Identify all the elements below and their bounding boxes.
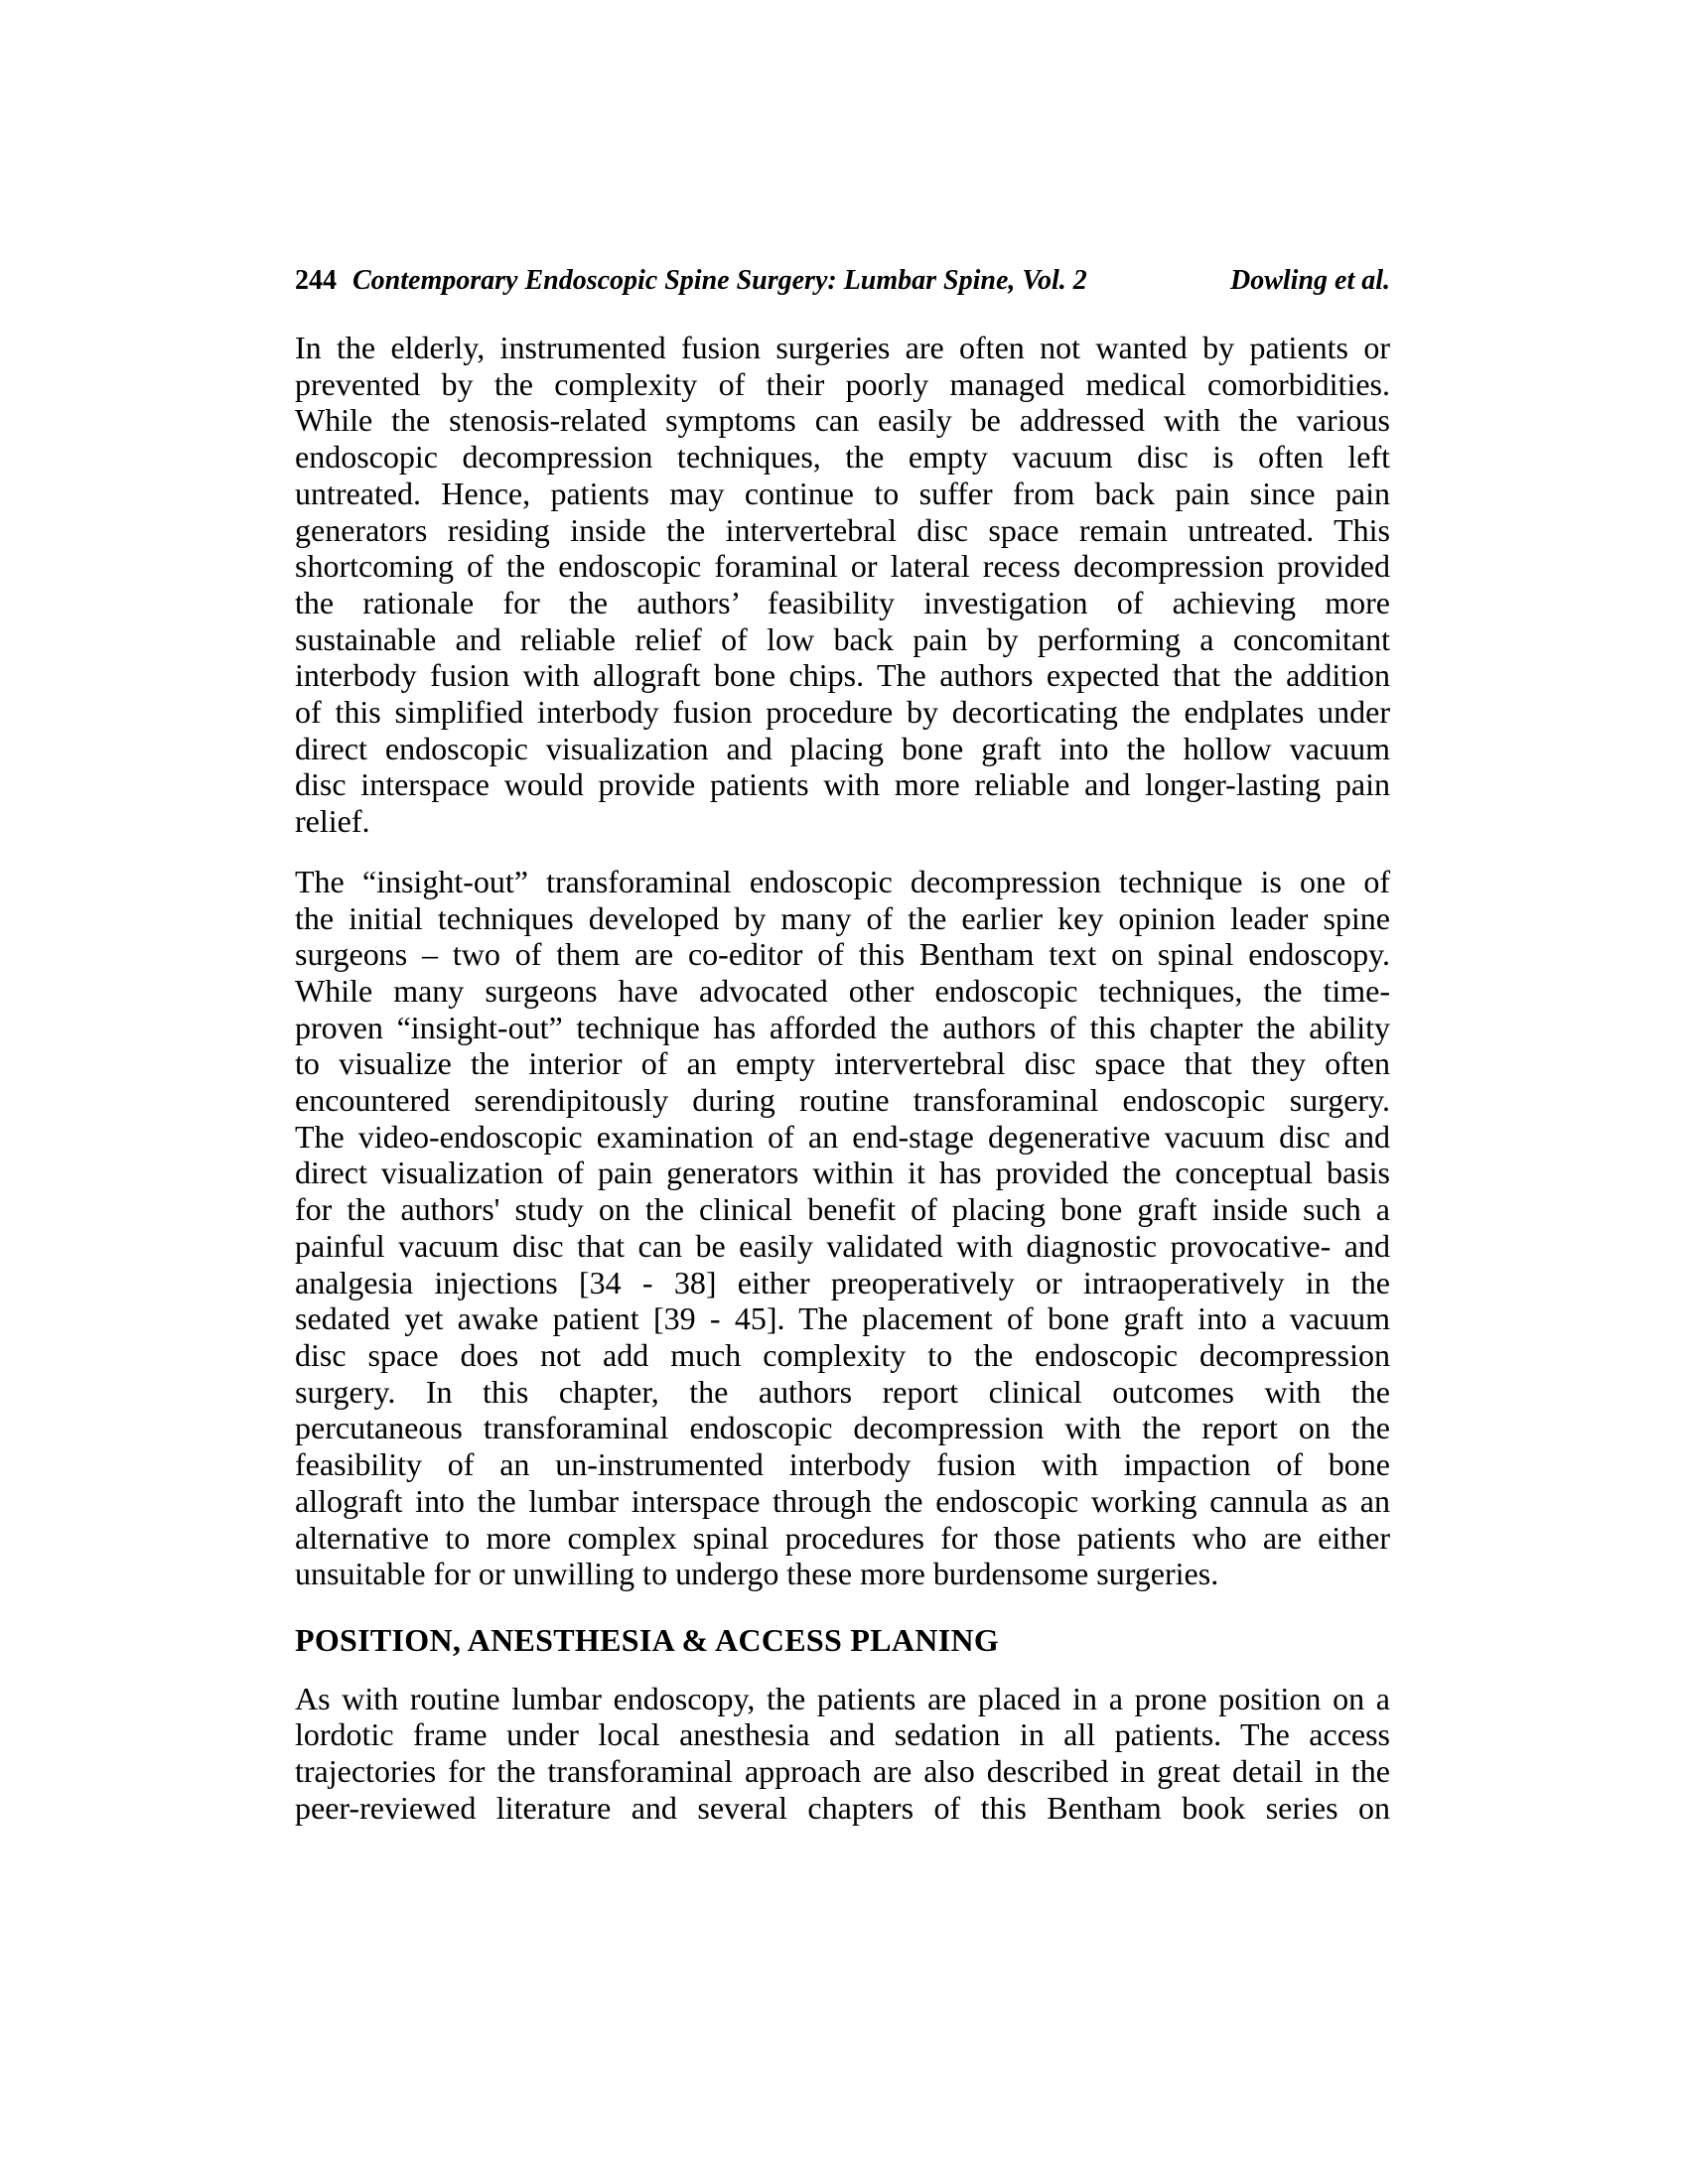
section-heading: POSITION, ANESTHESIA & ACCESS PLANING — [295, 1621, 1000, 1658]
running-header-left — [295, 264, 1087, 298]
paragraph-line: shortcoming of the endoscopic foraminal or lateral recess decompression provided — [295, 548, 1390, 585]
paragraph-line: While the stenosis-related symptoms can easily be addressed with the various — [295, 402, 1390, 439]
paragraph-line: the initial techniques developed by many of the earlier key opinion leader spine — [295, 899, 1390, 936]
paragraph-line: alternative to more complex spinal procedures for those patients who are either — [295, 1519, 1390, 1556]
paragraph-line: surgeons – two of them are co-editor of this Bentham text on spinal endoscopy. — [295, 936, 1390, 973]
paragraph-line: disc interspace would provide patients with more reliable and longer-lasting pain — [295, 766, 1390, 803]
paragraph — [295, 330, 1390, 840]
paragraph-line: trajectories for the transforaminal approach are also described in great detail in the — [295, 1753, 1390, 1790]
paragraph-line: prevented by the complexity of their poorly managed medical comorbidities. — [295, 365, 1390, 402]
paragraph-line: analgesia injections [34 - 38] either preoperatively or intraoperatively in the — [295, 1264, 1390, 1300]
paragraph — [295, 1681, 1390, 1827]
page-body — [295, 330, 1390, 1849]
paragraph-line: feasibility of an un-instrumented interbody fusion with impaction of bone — [295, 1446, 1390, 1483]
paragraph-line: allograft into the lumbar interspace through the endoscopic working cannula as an — [295, 1482, 1390, 1519]
paragraph-line: for the authors' study on the clinical benefit of placing bone graft inside such a — [295, 1191, 1390, 1228]
paragraph-line: The video-endoscopic examination of an end-stage degenerative vacuum disc and — [295, 1118, 1390, 1155]
paragraph — [295, 864, 1390, 1592]
paragraph-line: generators residing inside the intervertebral disc space remain untreated. This — [295, 511, 1390, 548]
paragraph-line: In the elderly, instrumented fusion surgeries are often not wanted by patients or — [295, 330, 1390, 365]
paragraph-line: direct endoscopic visualization and placing bone graft into the hollow vacuum — [295, 730, 1390, 766]
paragraph-line: peer-reviewed literature and several chapters of this Bentham book series on — [295, 1789, 1390, 1826]
paragraph-line: sedated yet awake patient [39 - 45]. The placement of bone graft into a vacuum — [295, 1300, 1390, 1337]
paragraph-line: endoscopic decompression techniques, the empty vacuum disc is often left — [295, 439, 1390, 476]
paragraph-line: sustainable and reliable relief of low back pain by performing a concomitant — [295, 620, 1390, 657]
book-title: Contemporary Endoscopic Spine Surgery: Lumbar Spine, Vol. 2 — [352, 265, 1087, 296]
paragraph-line: interbody fusion with allograft bone chips. The authors expected that the addition — [295, 657, 1390, 694]
paragraph-line: painful vacuum disc that can be easily validated with diagnostic provocative- and — [295, 1227, 1390, 1264]
paragraph-line: The “insight-out” transforaminal endoscopic decompression technique is one of — [295, 863, 1390, 899]
paragraph-line: disc space does not add much complexity to the endoscopic decompression — [295, 1336, 1390, 1373]
paragraph-line: proven “insight-out” technique has afforded the authors of this chapter the ability — [295, 1009, 1390, 1045]
paragraph-line: relief. — [295, 803, 370, 840]
paragraph-line: percutaneous transforaminal endoscopic decompression with the report on the — [295, 1410, 1390, 1446]
running-header — [295, 264, 1390, 298]
running-header-authors: Dowling et al. — [1229, 265, 1390, 296]
paragraph-line: encountered serendipitously during routine transforaminal endoscopic surgery. — [295, 1082, 1390, 1119]
paragraph-line: the rationale for the authors’ feasibility investigation of achieving more — [295, 584, 1390, 620]
paragraph-line: direct visualization of pain generators within it has provided the conceptual basis — [295, 1155, 1390, 1191]
paragraph-line: of this simplified interbody fusion procedure by decorticating the endplates under — [295, 694, 1390, 731]
paragraph-line: to visualize the interior of an empty intervertebral disc space that they often — [295, 1045, 1390, 1082]
paragraph-line: untreated. Hence, patients may continue to suffer from back pain since pain — [295, 475, 1390, 511]
paragraph-line: As with routine lumbar endoscopy, the patients are placed in a prone position on a — [295, 1680, 1390, 1716]
paragraph-line: While many surgeons have advocated other endoscopic techniques, the time- — [295, 972, 1390, 1009]
paragraph-line: surgery. In this chapter, the authors report clinical outcomes with the — [295, 1373, 1390, 1410]
paragraph-line: unsuitable for or unwilling to undergo these more burdensome surgeries. — [295, 1556, 1219, 1592]
paragraph-line: lordotic frame under local anesthesia and sedation in all patients. The access — [295, 1716, 1390, 1753]
page-number: 244 — [295, 265, 337, 296]
